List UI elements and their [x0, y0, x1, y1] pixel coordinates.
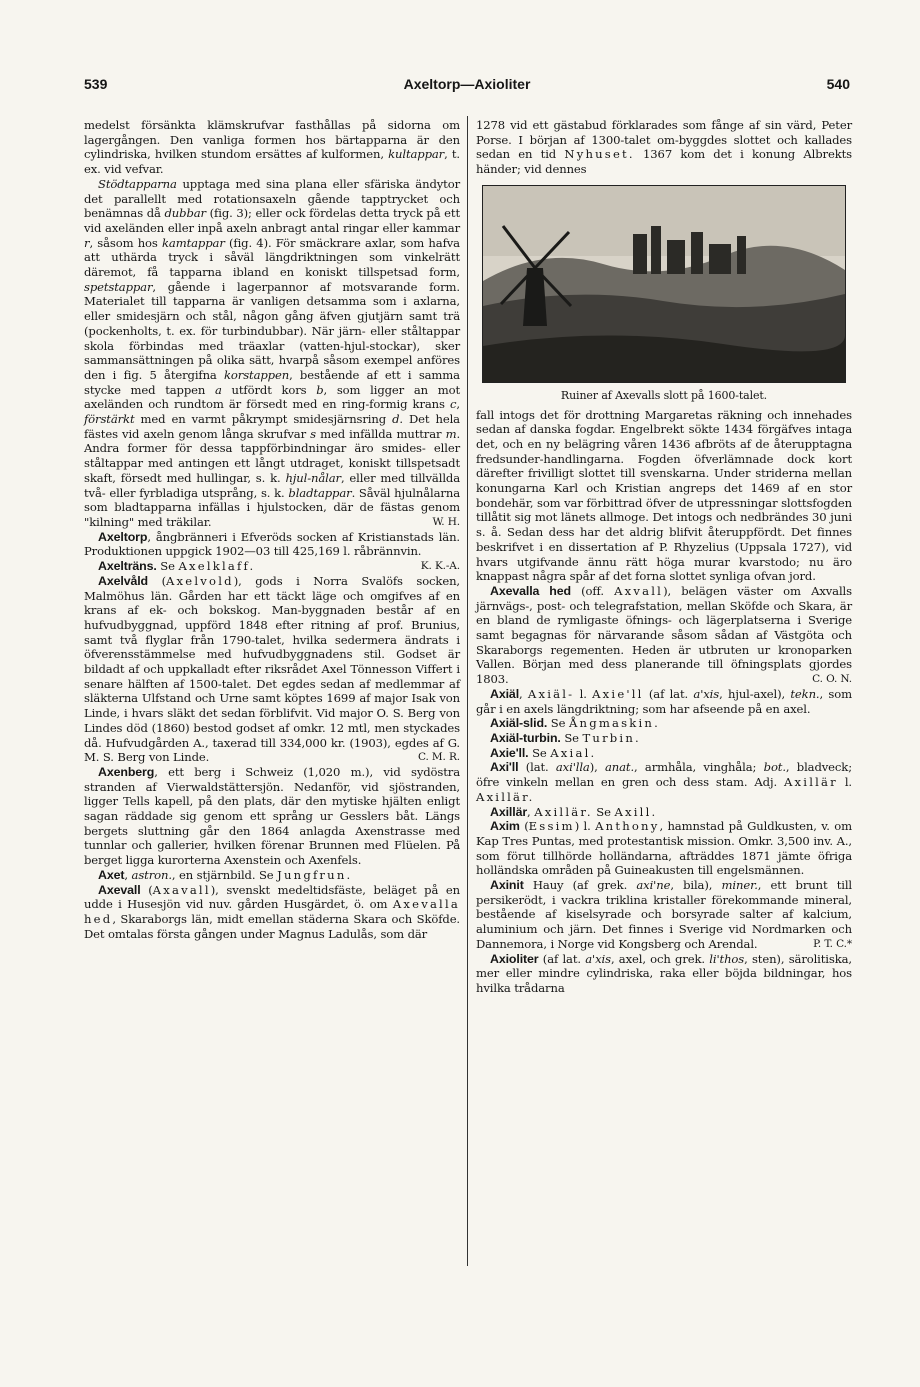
entry-axial-slid: Axiäl-slid. Se Ångmaskin. — [490, 716, 660, 731]
entry-axiell: Axie'll. Se Axial. — [490, 745, 597, 760]
entry-axet: Axet, astron., en stjärnbild. Se Jungfrun. — [98, 867, 353, 882]
entry-axioliter: Axioliter (af lat. a'xis, axel, och grek. li'thos, sten), särolitiska, mer eller mindre cylindriska, raka eller böjda bildningar, hos hvilka trådarna — [476, 951, 852, 995]
paragraph-axevall-cont: 1278 vid ett gästabud förklarades som fånge af sin värd, Peter Porse. I början af 1300-talet om-byggdes slottet och kallades sedan en tid Nyhuset. 1367 kom det i konung Albrekts händer; vid dennes — [476, 118, 852, 177]
running-title: Axeltorp—Axioliter — [403, 76, 531, 92]
entry-axevall: Axevall (Axavall), svenskt medeltidsfäste, beläget på en udde i Husesjön vid nuv. gården Husgärdet, ö. om Axevalla hed, Skaraborgs län, midt emellan städerna Skara och Sköfde. Det omtalas första gången under Magnus Ladulås, som där — [84, 882, 460, 941]
page-header — [84, 76, 850, 98]
left-column — [84, 118, 460, 941]
entry-axill: Axi'll (lat. axi'lla), anat., armhåla, vinghåla; bot., bladveck; öfre vinkeln mellan en gren och dess stam. Adj. Axillär l. Axillär. — [476, 760, 852, 804]
entry-axim: Axim (Essim) l. Anthony, hamnstad på Guldkusten, v. om Kap Tres Puntas, med protestantisk mission. Omkr. 3,500 inv. A., som förut tillhörde holländarna, afträddes 1871 jämte öfriga holländska områden på Guineakusten till engelsmännen. — [476, 819, 852, 878]
paragraph-axevall-history: fall intogs det för drottning Margaretas räkning och innehades sedan af danska fogdar. Engelbrekt sökte 1434 förgäfves intaga det, och en ny belägring våren 1436 afbröts af de återupptagna fredsunder-handlingarna. Fogden öfverlämnade dock kort därefter frivilligt slottet till svenskarna. Under striderna mellan konungarna Karl och Kristian angreps det 1469 af en stor bondehär, som var förbittrad öfver de utpressningar slottsfogden tillåtit sig mot länets allmoge. Det intogs och nedbrändes 30 juni s. å. Sedan dess har det aldrig blifvit återuppfördt. Det finnes beskrifvet i en dissertation af P. Rhyzelius (Uppsala 1727), vid hvars utgifvande ännu rätt höga murar kvarstodo; nu äro knappast några spår af det forna slottet synliga ofvan jord. — [476, 407, 852, 584]
paragraph-tappar: medelst försänkta klämskrufvar fasthållas på sidorna om lagergången. Den vanliga formen hos bärtapparna är den cylindriska, hvilken stundom ersättes af kulformen, kultappar, t. ex. vid vefvar. — [84, 118, 460, 177]
entry-axevalla-hed: Axevalla hed (off. Axvall), belägen väster om Axvalls järnvägs-, post- och telegrafstation, mellan Sköfde och Skara, är en bland de rymligaste öfnings- och lägerplatserna i Sverige samt begagnas för närvarande såsom sådan af Västgöta och Skaraborgs regementen. Heden är utbruten ur kronoparken Vallen. Början med dess planerande till öfningsplats gjordes 1803. C. O. N. — [476, 583, 852, 687]
entry-axinit: Axinit Hauy (af grek. axi'ne, bila), miner., ett brunt till persikerödt, i vackra triklina kristaller förekommande mineral, bestående af kiselsyrade och borsyrade salter af kalcium, aluminium och järn. Det finnes i Sverige vid Nordmarken och Dannemora, i Norge vid Kongsberg och Arendal. P. T. C.* — [476, 878, 853, 951]
figure-caption: Ruiner af Axevalls slott på 1600-talet. — [560, 388, 768, 402]
page-number-right: 540 — [826, 76, 850, 92]
entry-axeltorp: Axeltorp, ångbränneri i Efveröds socken af Kristianstads län. Produktionen uppgick 1902—03 till 425,169 l. råbrännvin. K. K.-A. — [84, 529, 460, 573]
entry-axeltrans: Axelträns. Se Axelklaff. — [98, 559, 256, 574]
entry-axelvald: Axelvåld (Axelvold), gods i Norra Svalöfs socken, Malmöhus län. Gården har ett täckt läge och omgifves af en krans af ek- och bokskog. Man-byggnaden består af en hufvudbyggnad, uppförd 1848 efter ritning af prof. Brunius, samt två flyglar från 1790-talet, hvilka sedermera ändrats i öfverensstämmelse med hufvudbyggnadens stil. Godset är bildadt af och uppkalladt efter riksrådet Axel Tönnesson Viffert i senare hälften af 1500-talet. Det egdes sedan af medlemmar af släkterna Ulfstand och Urne samt köptes 1699 af major Isak von Linde, i hvars släkt det sedan förblifvit. Vid major O. S. Berg von Lindes död (1860) bestod godset af omkr. 12 mtl, men styckades då. Hufvudgården A., taxerad till 334,000 kr. (1903), egdes af G. M. S. Berg von Linde. C. M. R. — [84, 573, 460, 765]
signature: C. M. R. — [417, 751, 460, 764]
engraving-image — [482, 185, 846, 383]
paragraph-stodtappar: Stödtapparna upptaga med sina plana eller sfäriska ändytor det parallellt med rotationsaxeln gående tapptrycket och benämnas då dubbar (fig. 3); eller ock fördelas detta tryck på ett vid axeländen eller inpå axeln anbragt antal ringar eller kammar r, såsom hos kamtappar (fig. 4). För smäckrare axlar, som hafva att uthärda tryck i såväl längdriktningen som vinkelrätt däremot, få tapparna ibland en koniskt tillspetsad form, spetstappar, gående i lagerpannor af motsvarande form. Materialet till tapparna är vanligen detsamma som i axlarna, eller smidesjärn och stål, någon gång äfven gjutjärn samt trä (pockenholts, t. ex. för turbindubbar). När järn- eller ståltappar skola förbindas med träaxlar (vatten-hjul-stockar), sker sammansättningen på olika sätt, hvarpå såsom exempel anföres den i fig. 5 återgifna korstappen, bestående af ett i samma stycke med tappen a utfördt kors b, som ligger an mot axeländen och rundtom är försedt med en ring-formig krans c, förstärkt med en varmt påkrympt smidesjärnsring d. Det hela fästes vid axeln genom långa skrufvar s med infällda muttrar m. Andra former för dessa tappförbindningar äro smides- eller ståltappar med antingen ett långt utdraget, koniskt tillspetsadt skaft, försedt med hullingar, s. k. hjul-nålar, eller med tillvällda två- eller fyrbladiga utsprång, s. k. bladtappar. Såväl hjulnålarna som bladtapparna infällas i hjulstocken, där de fästas genom "kilning" med träkilar. W. H. — [84, 176, 461, 529]
entry-axillar: Axillär, Axillär. Se Axill. — [490, 804, 658, 819]
signature: P. T. C.* — [813, 937, 852, 950]
signature: C. O. N. — [812, 673, 852, 686]
signature: K. K.-A. — [420, 560, 460, 573]
entry-axial-turbin: Axiäl-turbin. Se Turbin. — [490, 730, 641, 745]
figure-axevall-ruins — [476, 185, 852, 404]
entry-axenberg: Axenberg, ett berg i Schweiz (1,020 m.), vid sydöstra stranden af Vierwaldstättersjön. Nedanför, vid sjöstranden, ligger Tells kapell, på den plats, där den mytiske hjälten enligt sagan räddade sig genom ett språng ur Gesslers båt. Längs bergets sluttning går den 1864 anlagda Axenstrasse med tunnlar och gallerier, hvilken förenar Brunnen med Flüelen. På berget ligga kurorterna Axenstein och Axenfels. — [84, 764, 460, 868]
ruins-illustration — [483, 186, 845, 382]
signature: W. H. — [432, 515, 460, 528]
entry-axial: Axiäl, Axiäl- l. Axie'll (af lat. a'xis, hjul-axel), tekn., som går i en axels längdriktning; som har afseende på en axel. — [476, 686, 852, 716]
column-rule — [467, 116, 468, 1266]
page-number-left: 539 — [84, 76, 108, 92]
right-column — [476, 118, 852, 996]
